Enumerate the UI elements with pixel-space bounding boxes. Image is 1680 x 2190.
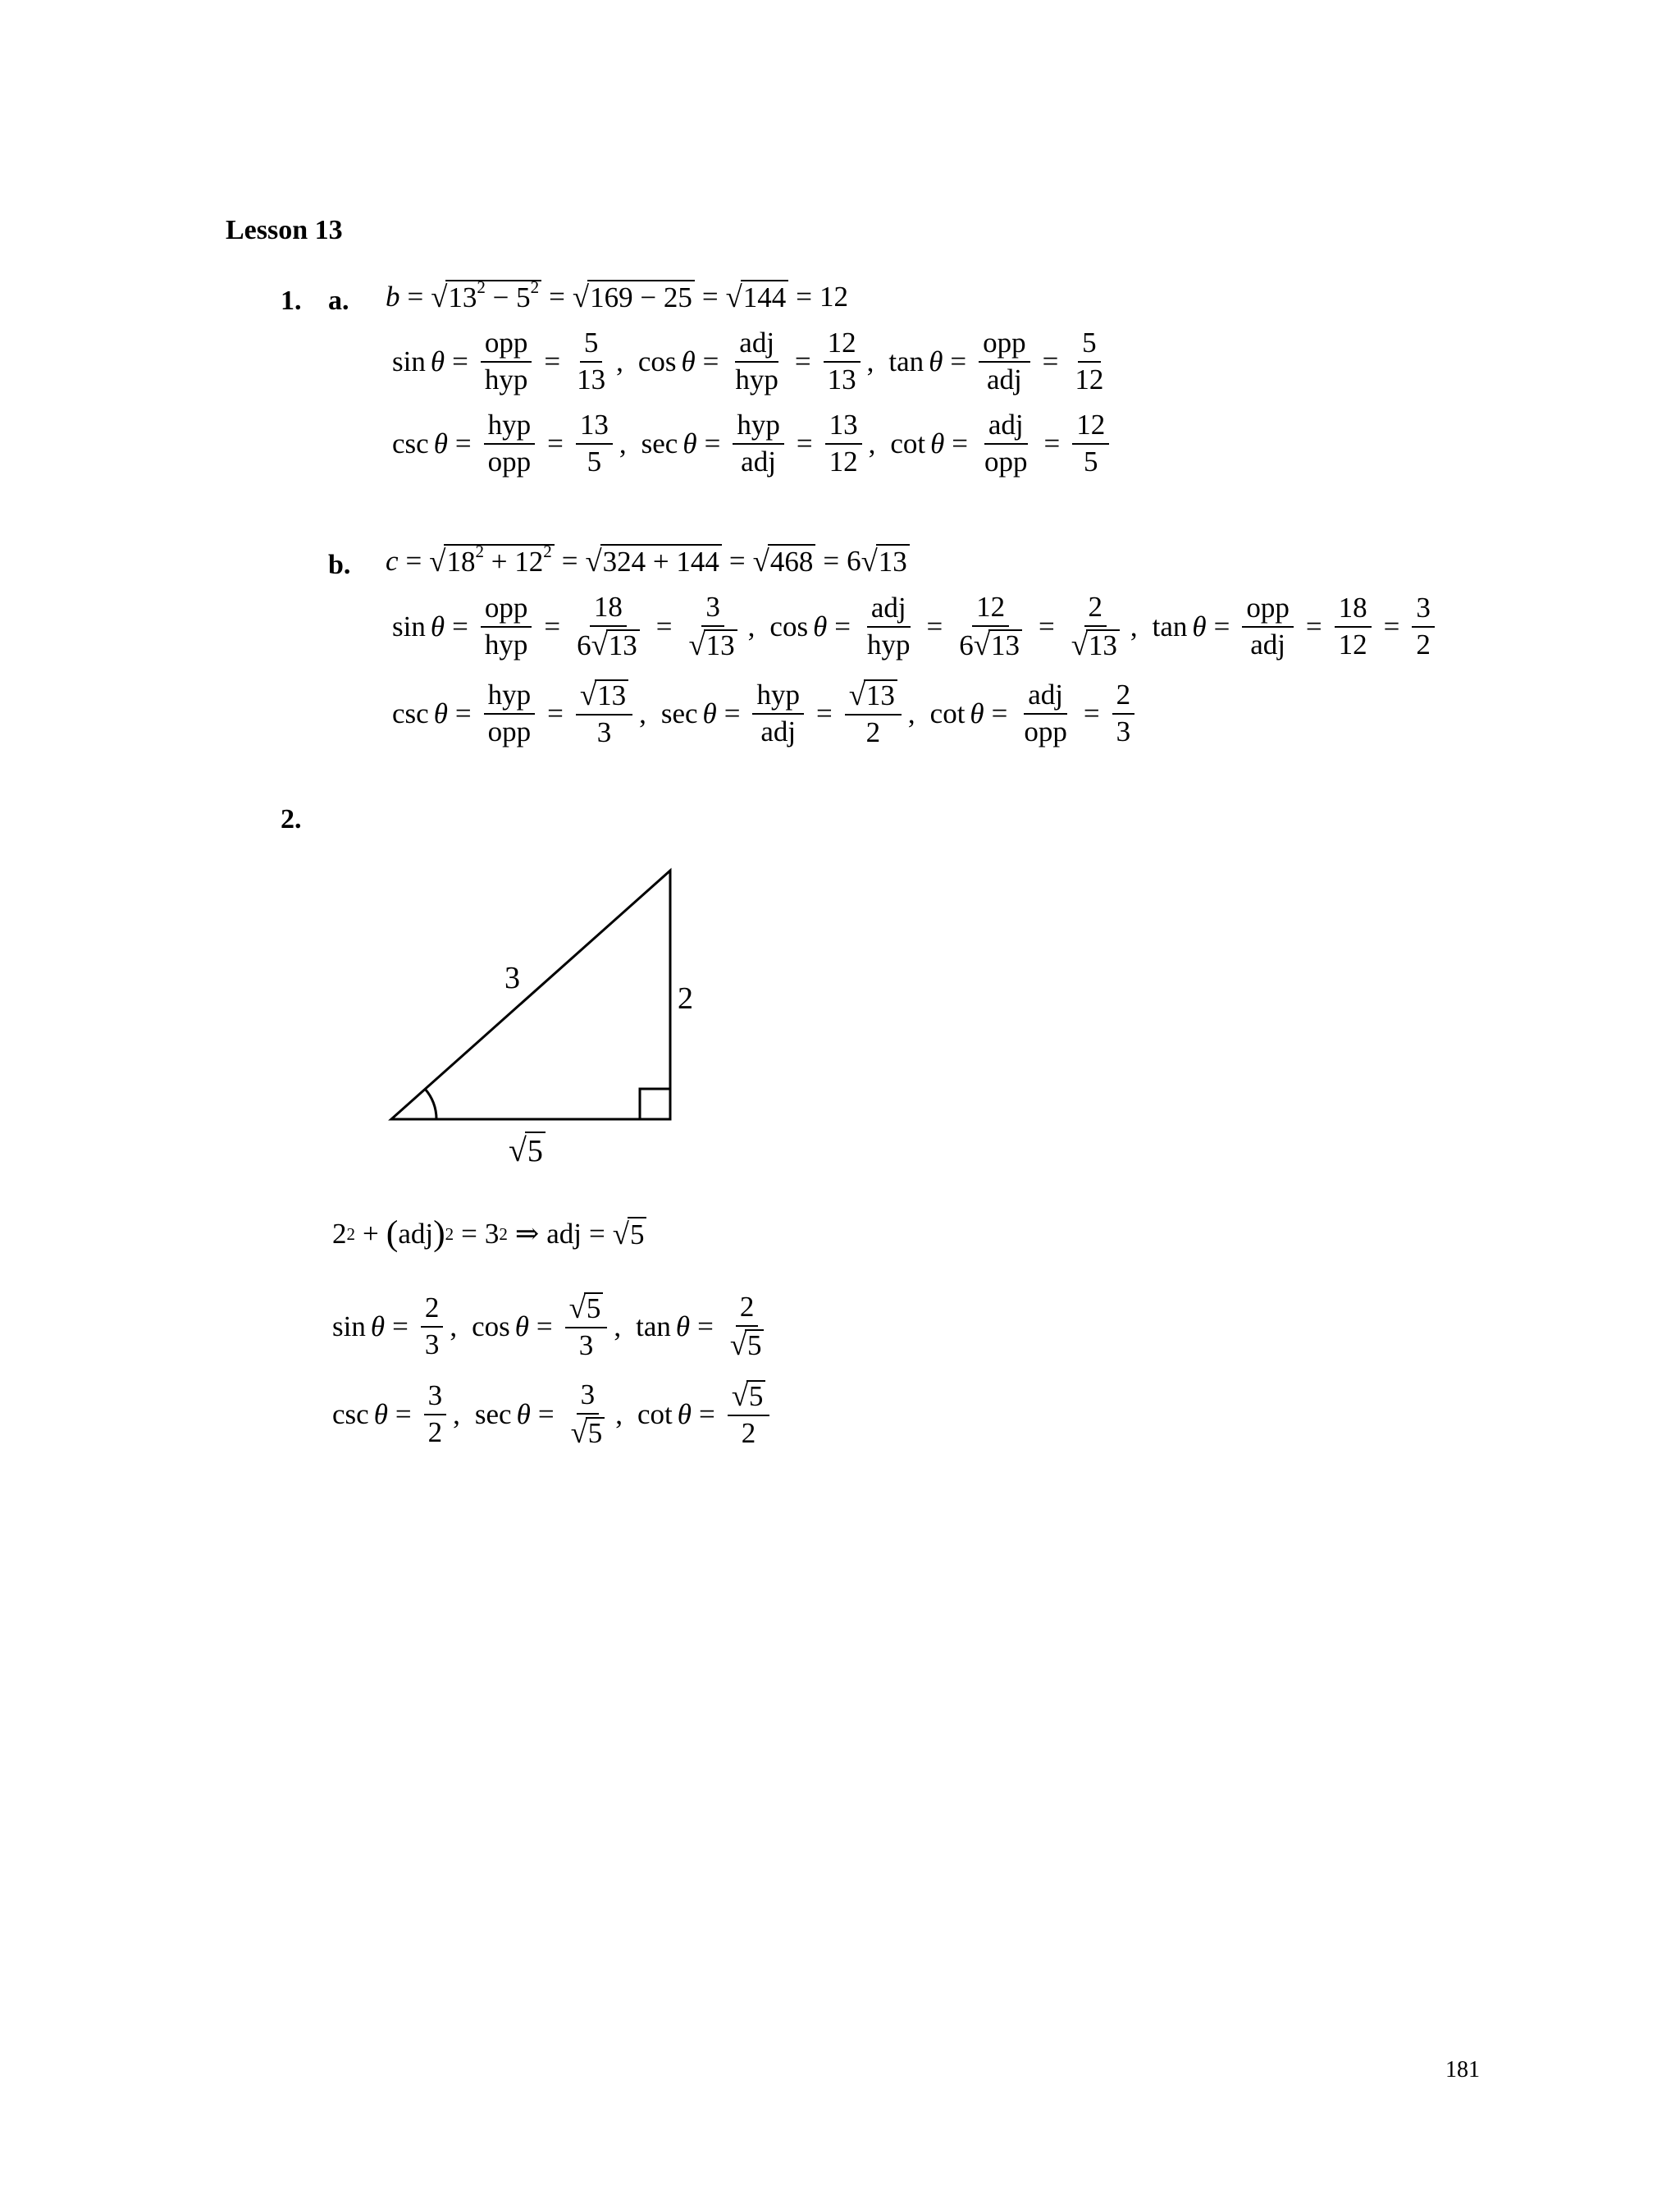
angle-theta-arc [425,1089,436,1119]
sqrt-expression: √ $18^2 + 12^2$ [429,543,554,578]
p2-pythagorean-equation: 2 2 + ( adj ) 2 = 3 2 ⇒ adj = √ 5 [332,1216,646,1252]
page-number: 181 [1445,2057,1480,2083]
part-b-marker: b. [328,550,351,580]
part-a-marker: a. [328,286,349,316]
p2-primary-ratios: sin θ = $\frac{2}{3}$ , cos θ = √ 5 3 , tan θ = 2 √ 5 [332,1292,773,1361]
sqrt-expression: √ 468 [753,543,816,578]
p1a-hypotenuse-equation: b = √ $13^2 - 5^2$ = √ 169 − 25 = √ 144 = 12 [386,277,849,313]
p1b-hypotenuse-equation: c = √ $18^2 + 12^2$ = √ 324 + 144 = √ 468 = 6 √ 13 [386,543,910,578]
triangle-outline [391,871,670,1119]
sqrt-expression: √ $13^2 - 5^2$ [431,279,541,314]
sqrt-expression: √ 324 + 144 [585,543,721,578]
p2-reciprocal-ratios: csc θ = $\frac{3}{2}$ , sec θ = 3 √ 5 , cot θ = √ 5 2 [332,1380,774,1449]
sqrt-expression: √ 13 [861,543,910,578]
p1b-reciprocal-ratios: csc θ = $\frac{\text{hyp}}{\text{opp}}$ = √ 13 3 , sec θ = $\frac{\text{hyp}}{\text{adj}}$ = √ 13 2 , cot θ = $\frac{\text{adj}}{\text{opp}}$ = $\frac{2}{3}$ [392,679,1139,748]
sqrt-expression: √ 144 [726,279,789,314]
opposite-side-label: 2 [678,981,693,1016]
right-angle-marker [640,1089,670,1119]
p1a-primary-ratios: sin θ = $\frac{\text{opp}}{\text{hyp}}$ = $\frac{5}{13}$ , cos θ = $\frac{\text{adj}}{\text{hyp}}$ = $\frac{12}{13}$ , tan θ = $\frac{\text{opp}}{\text{adj}}$ = $\frac{5}{12}$ [392,327,1104,395]
sqrt-expression: √ 169 − 25 [573,279,695,314]
hypotenuse-label: 3 [504,961,520,995]
problem-2-number: 2. [281,804,302,834]
p1b-primary-ratios: sin θ = $\frac{\text{opp}}{\text{hyp}}$ = 18 6 √ 13 = 3 √ 13 , cos θ = $\frac{\text{adj}}{\text{hyp}}$ = 12 6 √ 13 = 2 √ 13 , tan θ = $\frac{\text{opp}}{\text{adj}}$ = $\frac{18}{12}$ = $\frac{3}{2}$ [392,592,1440,661]
adjacent-side-label: √ 5 [509,1131,546,1169]
p1a-reciprocal-ratios: csc θ = $\frac{\text{hyp}}{\text{opp}}$ = $\frac{13}{5}$ , sec θ = $\frac{\text{hyp}}{\text{adj}}$ = $\frac{13}{12}$ , cot θ = $\frac{\text{adj}}{\text{opp}}$ = $\frac{12}{5}$ [392,410,1114,478]
problem-1-number: 1. [281,286,302,316]
lesson-heading: Lesson 13 [226,215,343,245]
